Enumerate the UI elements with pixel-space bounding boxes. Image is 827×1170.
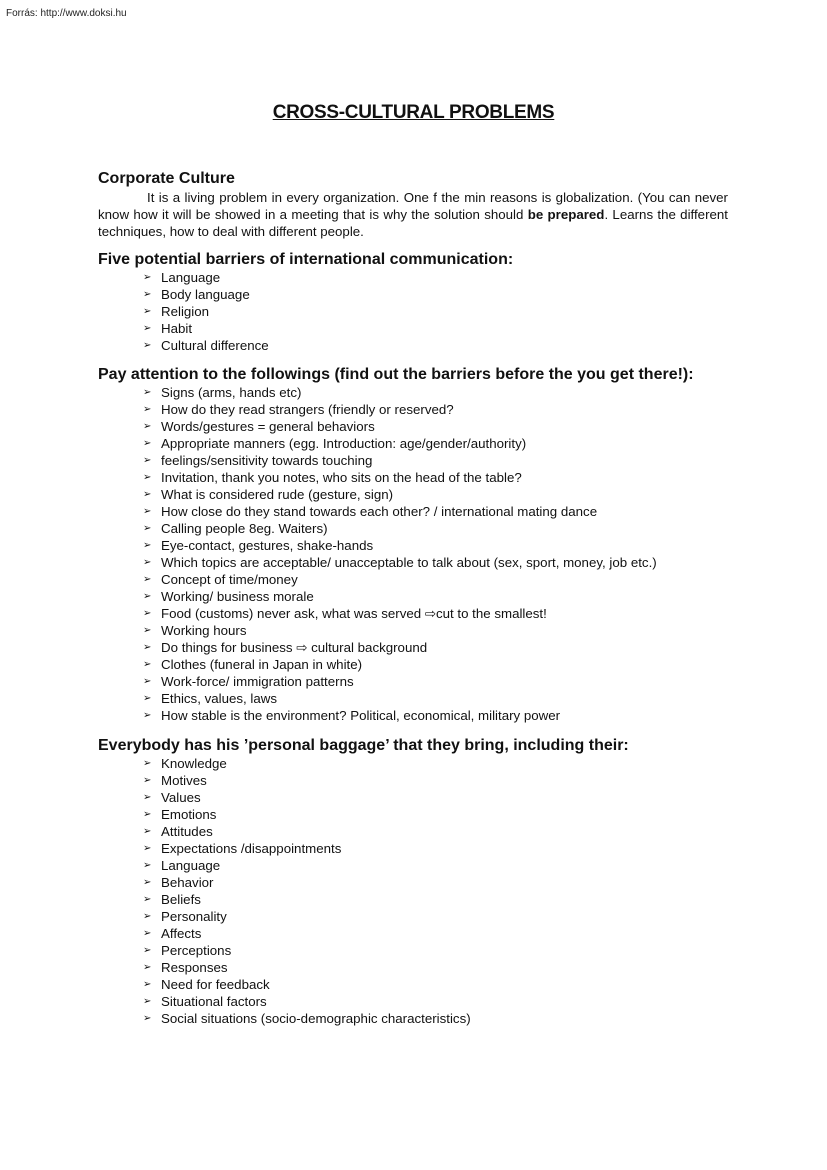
list-item	[143, 503, 728, 520]
list-item-text: Ethics, values, laws	[161, 691, 278, 706]
list-item-text: Do things for business ⇨ cultural background	[161, 640, 428, 655]
bullet-arrow-icon: ➢	[143, 289, 152, 300]
list-item	[143, 942, 728, 959]
list-item-text: feelings/sensitivity towards touching	[161, 453, 373, 468]
bullet-arrow-icon: ➢	[143, 710, 152, 721]
bullet-arrow-icon: ➢	[143, 489, 152, 500]
list-item	[143, 435, 728, 452]
list-item	[143, 959, 728, 976]
source-line: Forrás: http://www.doksi.hu	[6, 8, 127, 19]
list-item-text: Food (customs) never ask, what was served ⇨cut to the smallest!	[161, 606, 547, 621]
bullet-arrow-icon: ➢	[143, 877, 152, 888]
paragraph-text-end: . Learns the different techniques, how to deal with different people.	[98, 207, 728, 239]
list-item	[143, 320, 728, 337]
bullet-arrow-icon: ➢	[143, 860, 152, 871]
list-item	[143, 806, 728, 823]
list-item-text: Concept of time/money	[161, 572, 298, 587]
bullet-arrow-icon: ➢	[143, 996, 152, 1007]
bullet-arrow-icon: ➢	[143, 523, 152, 534]
list-item-text: Cultural difference	[161, 338, 269, 353]
list-item-text: Work-force/ immigration patterns	[161, 674, 354, 689]
bullet-arrow-icon: ➢	[143, 693, 152, 704]
list-item-text: Religion	[161, 304, 210, 319]
bullet-arrow-icon: ➢	[143, 642, 152, 653]
list-item	[143, 588, 728, 605]
bullet-arrow-icon: ➢	[143, 1013, 152, 1024]
list-item	[143, 452, 728, 469]
list-item-text: Personality	[161, 909, 227, 924]
list-item	[143, 772, 728, 789]
list-item-text: Words/gestures = general behaviors	[161, 419, 375, 434]
list-item-text: Habit	[161, 321, 193, 336]
bullet-arrow-icon: ➢	[143, 387, 152, 398]
bullet-arrow-icon: ➢	[143, 540, 152, 551]
list-item-text: What is considered rude (gesture, sign)	[161, 487, 394, 502]
list-item-text: How do they read strangers (friendly or reserved?	[161, 402, 454, 417]
bullet-arrow-icon: ➢	[143, 894, 152, 905]
list-item	[143, 823, 728, 840]
list-item-text: Affects	[161, 926, 202, 941]
bullet-arrow-icon: ➢	[143, 574, 152, 585]
bullet-arrow-icon: ➢	[143, 843, 152, 854]
list-item	[143, 840, 728, 857]
baggage-heading: Everybody has his ’personal baggage’ that they bring, including their:	[98, 737, 629, 754]
bullet-arrow-icon: ➢	[143, 608, 152, 619]
page-title: CROSS-CULTURAL PROBLEMS	[272, 102, 555, 123]
attention-list	[98, 384, 728, 724]
list-item	[143, 622, 728, 639]
list-item-text: Appropriate manners (egg. Introduction: age/gender/authority)	[161, 436, 527, 451]
bullet-arrow-icon: ➢	[143, 591, 152, 602]
list-item-text: Knowledge	[161, 756, 227, 771]
bullet-arrow-icon: ➢	[143, 792, 152, 803]
list-item-text: Body language	[161, 287, 250, 302]
bullet-arrow-icon: ➢	[143, 826, 152, 837]
baggage-list	[98, 755, 728, 1027]
list-item	[143, 639, 728, 656]
list-item-text: Signs (arms, hands etc)	[161, 385, 302, 400]
bullet-arrow-icon: ➢	[143, 455, 152, 466]
list-item-text: Behavior	[161, 875, 214, 890]
list-item	[143, 401, 728, 418]
corporate-culture-paragraph	[98, 189, 728, 240]
list-item	[143, 755, 728, 772]
list-item	[143, 520, 728, 537]
list-item	[143, 337, 728, 354]
list-item	[143, 286, 728, 303]
list-item-text: Perceptions	[161, 943, 232, 958]
bullet-arrow-icon: ➢	[143, 506, 152, 517]
list-item-text: Eye-contact, gestures, shake-hands	[161, 538, 374, 553]
list-item	[143, 571, 728, 588]
list-item	[143, 537, 728, 554]
bullet-arrow-icon: ➢	[143, 625, 152, 636]
list-item	[143, 690, 728, 707]
list-item-text: Social situations (socio-demographic characteristics)	[161, 1011, 471, 1026]
paragraph-bold-text: be prepared	[527, 207, 605, 222]
list-item	[143, 891, 728, 908]
bullet-arrow-icon: ➢	[143, 962, 152, 973]
bullet-arrow-icon: ➢	[143, 809, 152, 820]
list-item	[143, 925, 728, 942]
list-item	[143, 554, 728, 571]
list-item-text: Emotions	[161, 807, 217, 822]
bullet-arrow-icon: ➢	[143, 421, 152, 432]
list-item	[143, 605, 728, 622]
bullet-arrow-icon: ➢	[143, 557, 152, 568]
list-item-text: Calling people 8eg. Waiters)	[161, 521, 328, 536]
bullet-arrow-icon: ➢	[143, 272, 152, 283]
bullet-arrow-icon: ➢	[143, 775, 152, 786]
list-item-text: Motives	[161, 773, 207, 788]
list-item	[143, 384, 728, 401]
list-item-text: Beliefs	[161, 892, 201, 907]
corporate-culture-heading: Corporate Culture	[98, 170, 235, 187]
list-item-text: Values	[161, 790, 201, 805]
bullet-arrow-icon: ➢	[143, 928, 152, 939]
list-item	[143, 857, 728, 874]
list-item	[143, 486, 728, 503]
list-item-text: Language	[161, 858, 221, 873]
list-item	[143, 789, 728, 806]
list-item	[143, 656, 728, 673]
bullet-arrow-icon: ➢	[143, 472, 152, 483]
list-item	[143, 976, 728, 993]
list-item	[143, 707, 728, 724]
list-item	[143, 418, 728, 435]
bullet-arrow-icon: ➢	[143, 404, 152, 415]
barriers-list	[98, 269, 728, 354]
barriers-heading: Five potential barriers of international communication:	[98, 251, 514, 268]
list-item	[143, 874, 728, 891]
bullet-arrow-icon: ➢	[143, 340, 152, 351]
bullet-arrow-icon: ➢	[143, 945, 152, 956]
list-item	[143, 673, 728, 690]
bullet-arrow-icon: ➢	[143, 979, 152, 990]
paragraph-text-start: It is a living problem in every organization. One f the min reasons is globalization. (You can never know how it will be showed in a meeting that is why the solution should	[98, 190, 728, 222]
list-item-text: Which topics are acceptable/ unacceptable to talk about (sex, sport, money, job etc.)	[161, 555, 657, 570]
list-item-text: How stable is the environment? Political, economical, military power	[161, 708, 561, 723]
list-item	[143, 269, 728, 286]
bullet-arrow-icon: ➢	[143, 659, 152, 670]
list-item	[143, 303, 728, 320]
list-item-text: Invitation, thank you notes, who sits on the head of the table?	[161, 470, 522, 485]
list-item	[143, 908, 728, 925]
list-item-text: Working/ business morale	[161, 589, 314, 604]
bullet-arrow-icon: ➢	[143, 676, 152, 687]
list-item-text: Need for feedback	[161, 977, 270, 992]
attention-heading: Pay attention to the followings (find out the barriers before the you get there!):	[98, 366, 694, 383]
list-item-text: Responses	[161, 960, 228, 975]
bullet-arrow-icon: ➢	[143, 438, 152, 449]
list-item-text: Expectations /disappointments	[161, 841, 342, 856]
bullet-arrow-icon: ➢	[143, 323, 152, 334]
list-item-text: How close do they stand towards each other? / international mating dance	[161, 504, 598, 519]
list-item-text: Language	[161, 270, 221, 285]
document-body	[98, 170, 728, 1027]
list-item	[143, 993, 728, 1010]
list-item-text: Situational factors	[161, 994, 267, 1009]
list-item	[143, 469, 728, 486]
bullet-arrow-icon: ➢	[143, 911, 152, 922]
list-item-text: Attitudes	[161, 824, 213, 839]
bullet-arrow-icon: ➢	[143, 758, 152, 769]
list-item	[143, 1010, 728, 1027]
list-item-text: Clothes (funeral in Japan in white)	[161, 657, 363, 672]
list-item-text: Working hours	[161, 623, 247, 638]
bullet-arrow-icon: ➢	[143, 306, 152, 317]
